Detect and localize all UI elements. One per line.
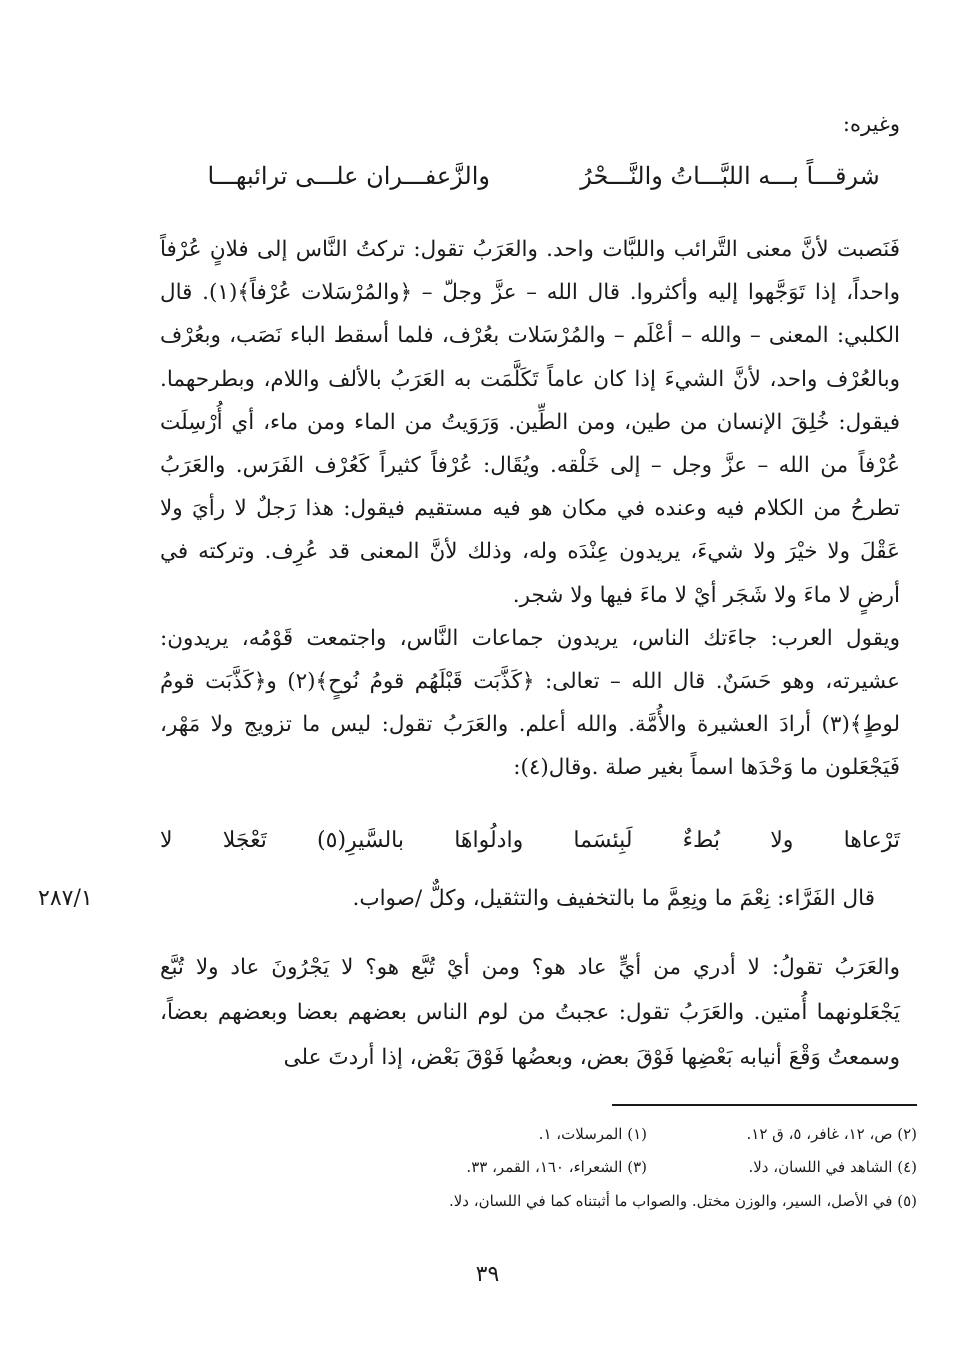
verse-1-first-hemistich: والزَّعفـــران علـــى ترائبهـــا (207, 162, 490, 190)
farra-paragraph: قال الفَرَّاء: نِعْمَ ما ونِعِمَّ ما بالتخفيف والتثقيل، وكلٌّ /صواب. (352, 886, 875, 911)
footnote-1: (١) المرسلات، ١. (538, 1125, 647, 1143)
footnote-row-1 (357, 1125, 917, 1143)
body-paragraph-3: والعَرَبُ تقولُ: لا أدري من أيٍّ عاد هو؟ ومن أيْ تُبَّع هو؟ لا يَجْرُونَ عاد ولا تُبَّع يَجْعَلونهما أُمتين. والعَرَبُ تقول: عجبتُ من لوم الناس بعضهم بعضا وبعضهم بعضاً، وسمعتُ وَقْعَ أنيابه بَعْضِها فَوْقَ بعض، وبعضُها فَوْقَ بَعْض، إذا أردتَ على (160, 955, 900, 1070)
verse-2-word: تَعْجَلا (222, 828, 267, 853)
footnote-5: (٥) في الأصل، السير، والوزن مختل. والصواب ما أثبتناه كما في اللسان، دلا. (448, 1192, 917, 1210)
verse-2-word: لَبِئسَما (573, 828, 633, 853)
poetry-verse-1 (160, 162, 900, 190)
verse-2-word: بالسَّيرِ(٥) (317, 828, 404, 853)
footnote-2: (٢) ص، ١٢، غافر، ٥، ق ١٢. (746, 1125, 917, 1143)
verse-1-second-hemistich: شرقـــاً بـــه اللبَّـــاتُ والنَّـــحْرُ (580, 162, 880, 190)
page-number: ٣٩ (475, 1262, 500, 1287)
verse-2-word: ولا (770, 828, 794, 853)
verse-2-word: لا (160, 828, 173, 853)
body-paragraph-1: فَنَصبت لأنَّ معنى التَّرائب واللبَّات واحد. والعَرَبُ تقول: تركتُ النَّاس إلى فلانٍ عُرْفاً واحداً، إذا تَوَجَّهوا إليه وأكثروا. قال الله – عزَّ وجلّ – ﴿والمُرْسَلات عُرْفاً﴾(١). قال الكلبي: المعنى – والله – أعْلَم – والمُرْسَلات بعُرْف، فلما أسقط الباء نَصَب، وبعُرْف وبالعُرْف واحد، لأنَّ الشيءَ إذا كان عاماً تَكَلَّمَت به العَرَبُ بالألف واللام، وبطرحهما. فيقول: خُلِقَ الإنسان من طين، ومن الطِّين. وَرَوَيتُ من الماء ومن ماء، أي أُرْسِلَت عُرْفاً من الله – عزَّ وجل – إلى خَلْقه. ويُقَال: عُرْفاً كثيراً كَعُرْف الفَرَس. والعَرَبُ تطرحُ من الكلام فيه وعنده في مكان هو فيه مستقيم فيقول: هذا رَجلٌ لا رأيَ ولا عَقْلَ ولا خيْرَ ولا شيءَ، يريدون عِنْدَه وله، وذلك لأنَّ المعنى قد عُرِف. وتركته في أرضٍ لا ماءَ ولا شَجَر أيْ لا ماءَ فيها ولا شجر. (160, 237, 900, 608)
margin-reference: ٢٨٧/١ (38, 886, 93, 911)
verse-2-word: تَرْعاها (843, 828, 900, 853)
verse-2-word: بُطءٌ (682, 828, 721, 853)
verse-2-word: وادلُواهَا (454, 828, 524, 853)
body-paragraph-2: ويقول العرب: جاءَتك الناس، يريدون جماعات النَّاس، واجتمعت قَوْمُه، يريدون: عشيرته، وهو حَسَنٌ. قال الله – تعالى: ﴿كَذَّبَت قَبْلَهُم قومُ نُوحٍ﴾(٢) و﴿كَذَّبَت قومُ لوطٍ﴾(٣) أرادَ العشيرة والأُمَّة. والله أعلم. والعَرَبُ تقول: ليس ما تزويج ولا مَهْر، فَيَجْعَلون ما وَحْدَها اسماً بغير صلة .وقال(٤): (160, 625, 901, 781)
intro-text: وغيره: (842, 112, 900, 136)
main-body-text-2 (160, 945, 900, 1080)
footnote-3: (٣) الشعراء، ١٦٠، القمر، ٣٣. (466, 1158, 647, 1176)
footnote-row-2 (357, 1158, 917, 1176)
footnote-divider (612, 1104, 917, 1106)
main-body-text (160, 228, 900, 790)
poetry-verse-2 (160, 828, 900, 853)
footnote-4: (٤) الشاهد في اللسان، دلا. (748, 1158, 917, 1176)
